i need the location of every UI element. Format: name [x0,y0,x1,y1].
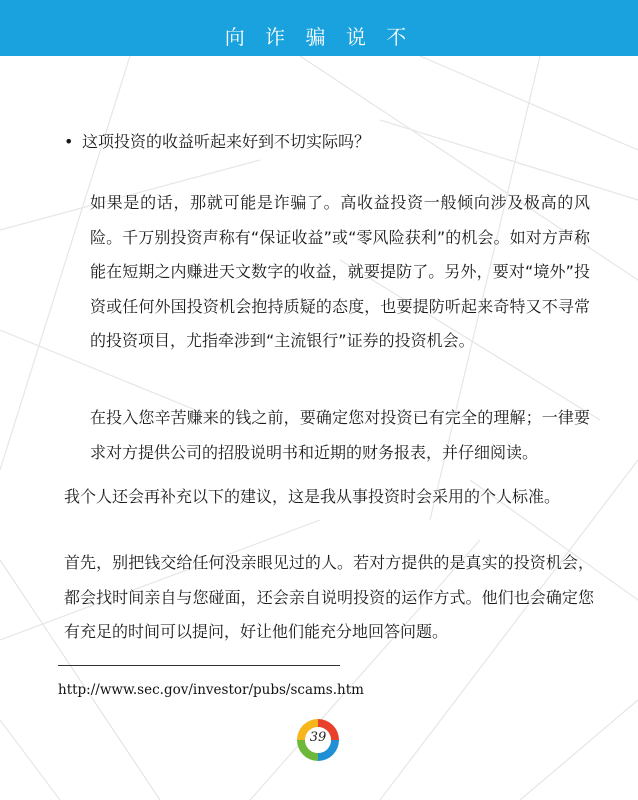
paragraph-understand-investment: 在投入您辛苦赚来的钱之前，要确定您对投资已有完全的理解；一律要求对方提供公司的招股说明书和近期的财务报表，并仔细阅读。 [90,408,590,462]
bullet-question-text: 这项投资的收益听起来好到不切实际吗？ [82,132,371,151]
paragraph-high-returns: 如果是的话，那就可能是诈骗了。高收益投资一般倾向涉及极高的风险。千万别投资声称有“保证收益”或“零风险获利”的机会。如对方声称能在短期之内赚进天文数字的收益，就要提防了。另外，要对“境外”投资或任何外国投资机会抱持质疑的态度，也要提防听起来奇特又不寻常的投资项目，尤指牵涉到“主流银行”证券的投资机会。 [90,193,590,350]
footnote-divider [58,665,340,666]
page-number-badge [293,715,343,765]
page-number: 39 [309,730,327,745]
paragraph-first-rule: 首先，别把钱交给任何没亲眼见过的人。若对方提供的是真实的投资机会，都会找时间亲自与您碰面，还会亲自说明投资的运作方式。他们也会确定您有充足的时间可以提问，好让他们能充分地回答问题。 [64,553,594,641]
footnote-url[interactable]: http://www.sec.gov/investor/pubs/scams.htm [58,682,364,698]
bullet-marker: • [64,132,74,151]
page-title: 向 诈 骗 说 不 [224,25,414,49]
bullet-question [64,128,604,156]
paragraph-personal-advice: 我个人还会再补充以下的建议，这是我从事投资时会采用的个人标准。 [64,487,561,506]
